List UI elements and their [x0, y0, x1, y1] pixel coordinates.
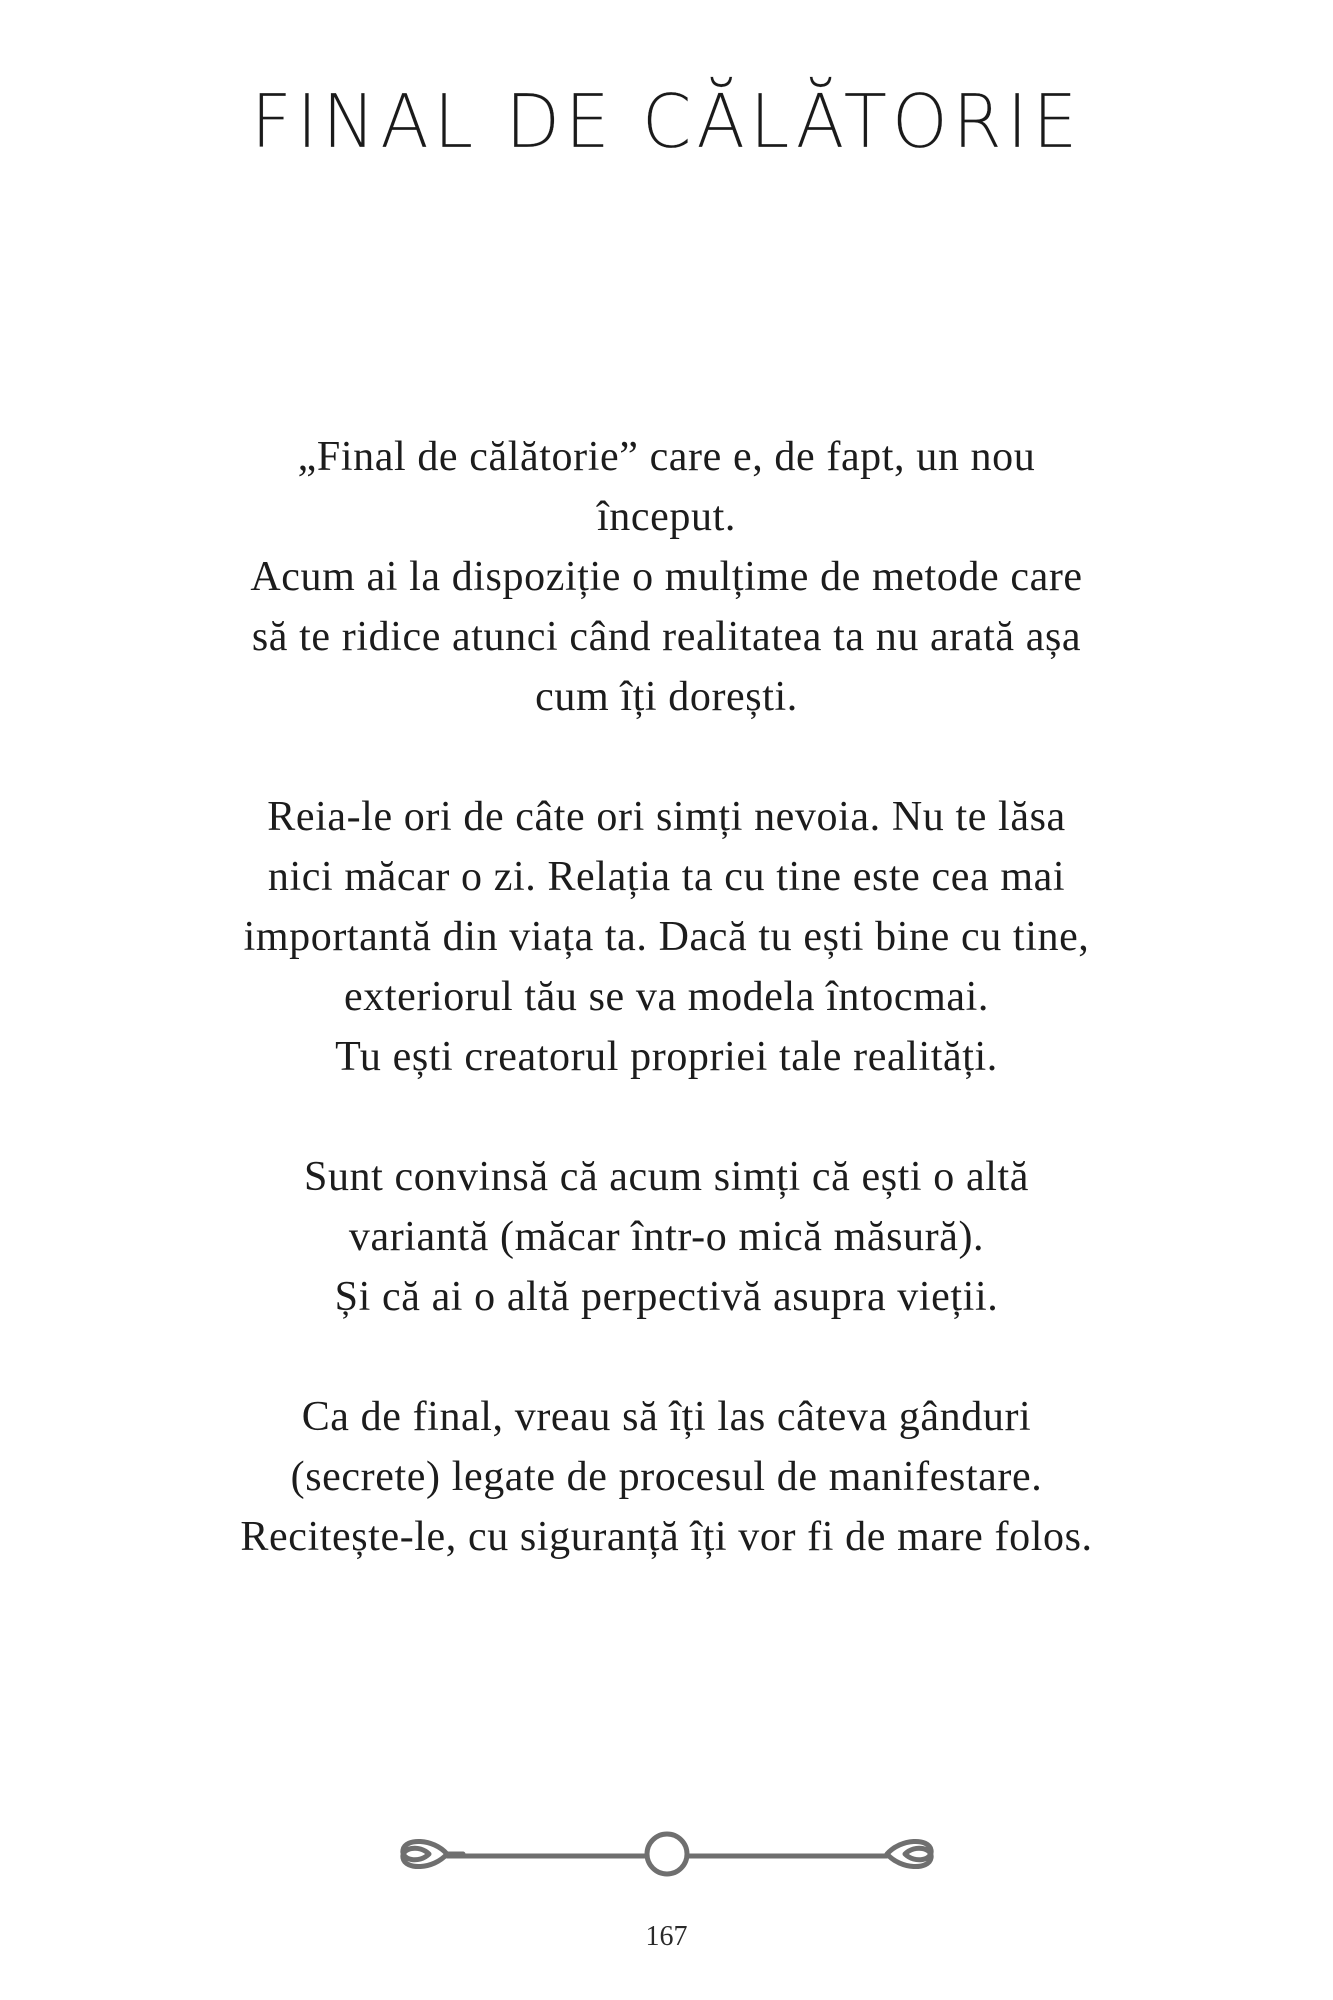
text-line: Recitește-le, cu siguranță îți vor fi de mare folos. [240, 1514, 1093, 1560]
text-line: importantă din viața ta. Dacă tu ești bine cu tine, [243, 914, 1090, 960]
text-line: Sunt convinsă că acum simți că ești o altă [303, 1154, 1029, 1200]
text-line: cum îți dorești. [535, 674, 798, 720]
text-line: Acum ai la dispoziție o mulțime de metode care [250, 554, 1083, 600]
flourish-divider-icon [393, 1826, 941, 1882]
text-line: (secrete) legate de procesul de manifestare. [290, 1454, 1043, 1500]
text-line: să te ridice atunci când realitatea ta nu arată așa [251, 614, 1082, 660]
text-line: „Final de călătorie” care e, de fapt, un nou [297, 434, 1036, 480]
body-text [0, 427, 1333, 1627]
text-line: Tu ești creatorul propriei tale realități. [335, 1034, 998, 1080]
paragraph-1 [0, 427, 1333, 727]
page-title: FINAL DE CĂLĂTORIE [250, 79, 1083, 165]
paragraph-2 [0, 787, 1333, 1087]
text-line: Ca de final, vreau să îți las câteva gânduri [301, 1394, 1032, 1440]
paragraph-4 [0, 1387, 1333, 1567]
page-number: 167 [645, 1921, 688, 1952]
text-line: nici măcar o zi. Relația ta cu tine este cea mai [267, 854, 1066, 900]
paragraph-3 [0, 1147, 1333, 1327]
text-line: Reia-le ori de câte ori simți nevoia. Nu te lăsa [267, 794, 1066, 840]
text-line: exteriorul tău se va modela întocmai. [344, 974, 989, 1020]
text-line: variantă (măcar într-o mică măsură). [348, 1214, 985, 1260]
text-line: Și că ai o altă perpectivă asupra vieții. [334, 1274, 999, 1320]
text-line: început. [597, 494, 736, 540]
